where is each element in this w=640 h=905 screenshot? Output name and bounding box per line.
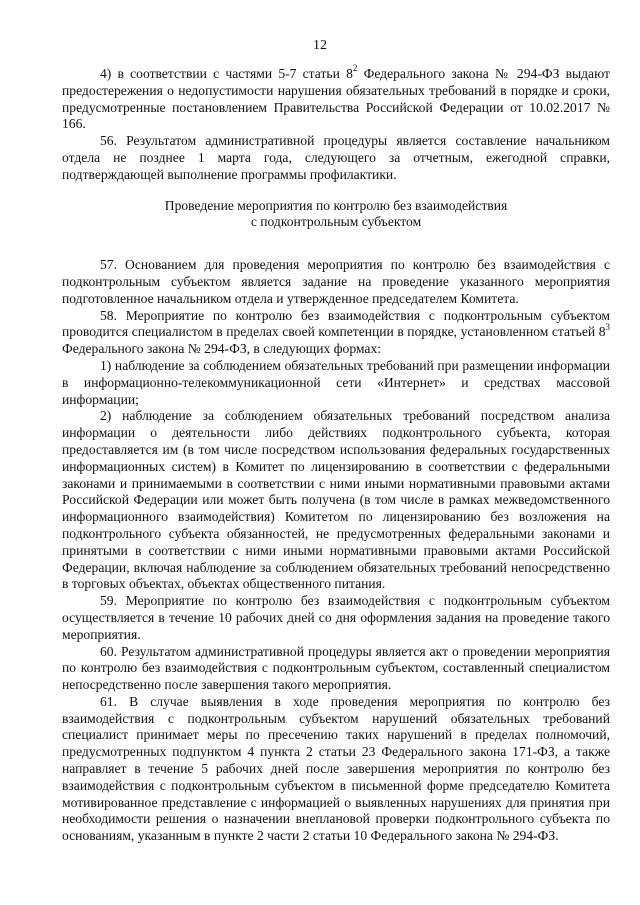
section-heading-line-1: Проведение мероприятия по контролю без взаимодействия <box>164 197 508 213</box>
paragraph-58-2: 2) наблюдение за соблюдением обязательных требований посредством анализа информации о деятельности либо действиях подконтрольного субъекта, которая предоставляется им (в том числе посредством использования федеральных государственных информационных систем) в Комитет по лицензированию в соответствии с федеральными законами и принимаемыми в соответствии с ними иными нормативными правовыми актами Российской Федерации или может быть получена (в том числе в рамках межведомственного информационного взаимодействия) Комитетом по лицензированию без возложения на подконтрольного субъекта обязанностей, не предусмотренных федеральными законами и принятыми в соответствии с ними иными нормативными правовыми актами Российской Федерации, включая наблюдение за соблюдением обязательных требований непосредственно в торговых объектах, объектах общественного питания. <box>62 408 610 592</box>
paragraph-55-4 <box>62 63 611 133</box>
page-number: 12 <box>313 38 327 53</box>
paragraph-text: Федерального закона № 294-ФЗ выдают предостережения о недопустимости нарушения обязательных требований в порядке и сроки, предусмотренные постановлением Правительства Российской Федерации от 10.02.2017 № 166. <box>62 66 611 132</box>
superscript: 3 <box>605 321 610 332</box>
document-body <box>62 63 611 845</box>
paragraph-text: 4) в соответствии с частями 5-7 статьи 8 <box>100 66 353 81</box>
paragraph-text: Федерального закона № 294-ФЗ, в следующих формах: <box>62 341 382 357</box>
superscript: 2 <box>352 63 358 74</box>
paragraph-56: 56. Результатом административной процедуры является составление начальником отдела не позднее 1 марта года, следующего за отчетным, ежегодной справки, подтверждающей выполнение программы профилактики. <box>62 133 610 182</box>
paragraph-58-1: 1) наблюдение за соблюдением обязательных требований при размещении информации в информационно-телекоммуникационной сети «Интернет» и средствах массовой информации; <box>62 357 610 407</box>
paragraph-60: 60. Результатом административной процедуры является акт о проведении мероприятия по контролю без взаимодействия с подконтрольным субъектом, составленный специалистом непосредственно после завершения такого мероприятия. <box>62 643 610 693</box>
paragraph-61: 61. В случае выявления в ходе проведения мероприятия по контролю без взаимодействия с подконтрольным субъектом нарушений обязательных требований специалист принимает меры по пресечению таких нарушений в пределах полномочий, предусмотренных подпунктом 4 пункта 2 статьи 23 Федерального закона 171-ФЗ, а также направляет в течение 5 рабочих дней после завершения мероприятия по контролю без взаимодействия с подконтрольным субъектом в письменной форме председателю Комитета мотивированное представление с информацией о выявленных нарушениях для принятия при необходимости решения о назначении внеплановой проверки подконтрольного субъекта по основаниям, указанным в пункте 2 части 2 статьи 10 Федерального закона № 294-ФЗ. <box>62 693 610 844</box>
paragraph-59: 59. Мероприятие по контролю без взаимодействия с подконтрольным субъектом осуществляется в течение 10 рабочих дней со дня оформления задания на проведение такого мероприятия. <box>62 593 610 642</box>
paragraph-58 <box>62 308 610 358</box>
section-heading-line-2: с подконтрольным субъектом <box>250 214 422 230</box>
paragraph-text: 58. Мероприятие по контролю без взаимодействия с подконтрольным субъектом проводится специалистом в пределах своей компетенции в порядке, установленном статьей 8 <box>62 307 610 340</box>
paragraph-57: 57. Основанием для проведения мероприятия по контролю без взаимодействия с подконтрольным субъектом является задание на проведение указанного мероприятия подготовленное начальником отдела и утвержденное председателем Комитета. <box>62 257 610 306</box>
section-heading <box>62 198 610 232</box>
